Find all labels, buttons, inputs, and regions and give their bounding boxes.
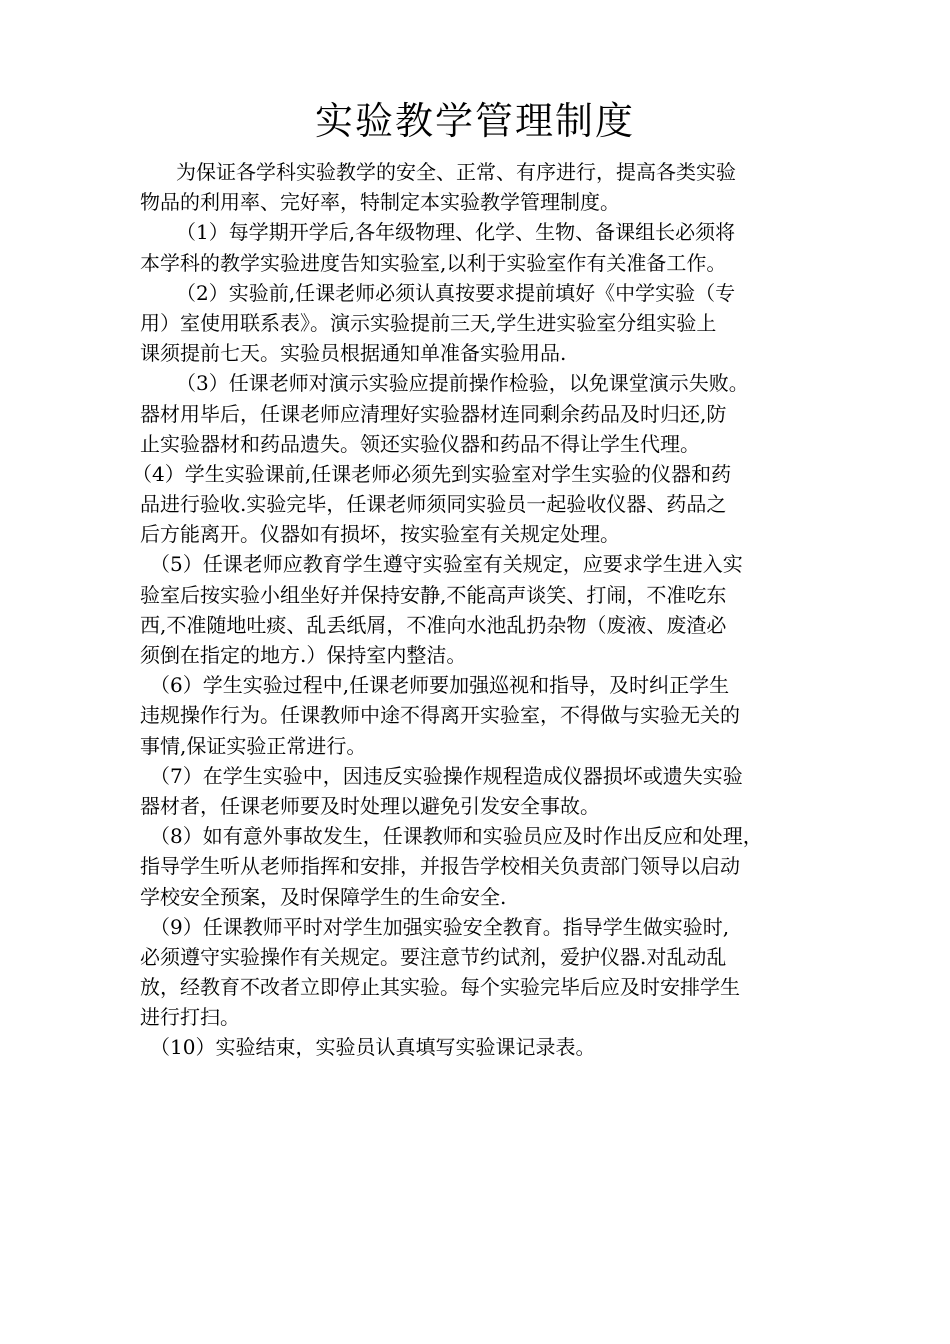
text-line: 事情,保证实验正常进行。: [140, 733, 367, 758]
text-line: 进行打扫。: [140, 1005, 240, 1030]
text-line: （9）任课教师平时对学生加强实验安全教育。指导学生做实验时,: [150, 914, 730, 939]
text-line: （5）任课老师应教育学生遵守实验室有关规定，应要求学生进入实: [150, 552, 743, 577]
text-line: （4）学生实验课前,任课老师必须先到实验室对学生实验的仪器和药: [132, 461, 732, 486]
text-line: （10）实验结束，实验员认真填写实验课记录表。: [150, 1035, 596, 1060]
text-line: 器材用毕后，任课老师应清理好实验器材连同剩余药品及时归还,防: [140, 401, 727, 426]
text-line: （2）实验前,任课老师必须认真按要求提前填好《中学实验（专: [176, 280, 736, 305]
text-line: 本学科的教学实验进度告知实验室,以利于实验室作有关准备工作。: [140, 250, 727, 275]
text-line: 物品的利用率、完好率，特制定本实验教学管理制度。: [140, 190, 620, 215]
text-line: 课须提前七天。实验员根据通知单准备实验用品.: [140, 341, 567, 366]
text-line: 必须遵守实验操作有关规定。要注意节约试剂，爱护仪器.对乱动乱: [140, 944, 727, 969]
document-body: [132, 157, 840, 1063]
document-title: 实验教学管理制度: [314, 99, 635, 143]
text-line: 为保证各学科实验教学的安全、正常、有序进行，提高各类实验: [176, 160, 736, 184]
text-line: 验室后按实验小组坐好并保持安静,不能高声谈笑、打闹，不准吃东: [140, 582, 727, 607]
text-line: 品进行验收.实验完毕，任课老师须同实验员一起验收仪器、药品之: [140, 492, 727, 517]
text-line: （8）如有意外事故发生，任课教师和实验员应及时作出反应和处理，: [150, 824, 763, 849]
text-line: 西,不准随地吐痰、乱丢纸屑，不准向水池乱扔杂物（废液、废渣必: [140, 612, 727, 637]
text-line: （1）每学期开学后,各年级物理、化学、生物、备课组长必须将: [176, 220, 736, 245]
text-line: 器材者，任课老师要及时处理以避免引发安全事故。: [140, 793, 600, 818]
text-line: 后方能离开。仪器如有损坏，按实验室有关规定处理。: [140, 522, 620, 547]
text-line: 指导学生听从老师指挥和安排，并报告学校相关负责部门领导以启动: [140, 854, 740, 879]
text-line: （3）任课老师对演示实验应提前操作检验，以免课堂演示失败。: [176, 371, 749, 396]
text-line: 放，经教育不改者立即停止其实验。每个实验完毕后应及时安排学生: [140, 975, 740, 1000]
text-line: 学校安全预案，及时保障学生的生命安全.: [140, 884, 507, 909]
text-line: 须倒在指定的地方.）保持室内整洁。: [140, 643, 467, 667]
text-line: （7）在学生实验中，因违反实验操作规程造成仪器损坏或遗失实验: [150, 763, 743, 788]
text-line: 违规操作行为。任课教师中途不得离开实验室，不得做与实验无关的: [140, 703, 740, 728]
text-line: 止实验器材和药品遗失。领还实验仪器和药品不得让学生代理。: [140, 431, 700, 456]
text-line: 用）室使用联系表》。演示实验提前三天,学生进实验室分组实验上: [140, 310, 717, 335]
text-line: （6）学生实验过程中,任课老师要加强巡视和指导，及时纠正学生: [150, 673, 730, 698]
